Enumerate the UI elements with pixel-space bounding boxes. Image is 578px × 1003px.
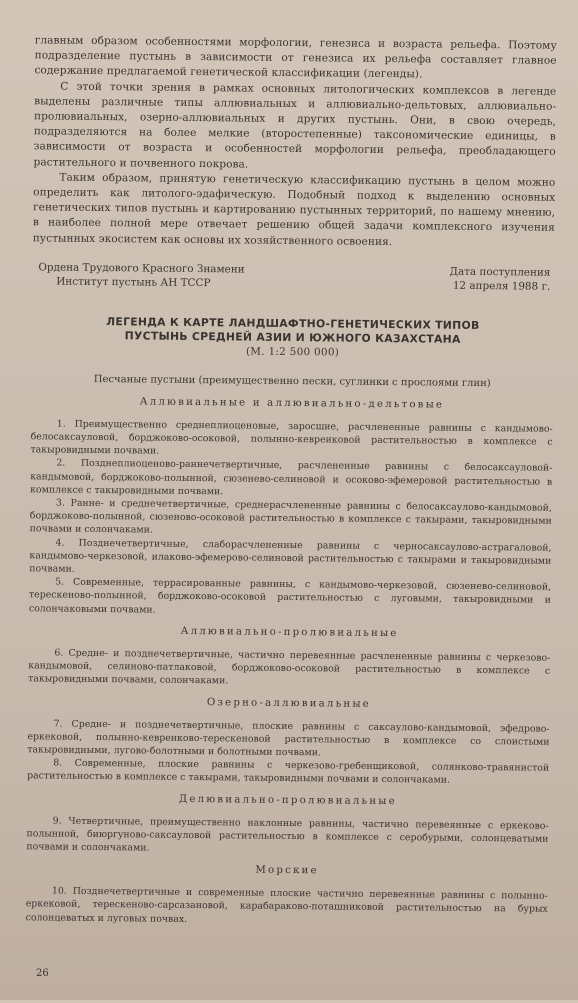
legend-group (29, 394, 553, 621)
intro-paragraph-3: Таким образом, принятую генетическую классификацию пустынь в целом можно определить как литолого-эдафическую. Подобный подход к выделению основных генетических типов пустынь и картированию пустынных территорий, по нашему мнению, в наиболее полной мере отвечает решению общей задачи комплексного изучения пустынных экосистем как основы их хозяйственного освоения. (32, 171, 556, 248)
legend-item: 4. Позднечетвертичные, слаборасчлененные равнины с черносаксаулово-астрагаловой, кандымово-черкезовой, илаково-эфемерово-селиновой растительностью с такырами и такыровидными почвами. (29, 537, 552, 575)
intro-paragraph-2: С этой точки зрения в рамках основных литологических комплексов в легенде выделены различные типы аллювиальных и аллювиально-дельтовых, аллювиально-пролювиальных, озерно-аллювиальных и других пустынь. Они, в свою очередь, подразделяются на более мелкие (второстепенные) таксономические единицы, в зависимости от возраста и особенностей морфологии рельефа, преобладающего растительного и почвенного покрова. (33, 80, 557, 171)
legend-title-line-2: ПУСТЫНЬ СРЕДНЕЙ АЗИИ И ЮЖНОГО КАЗАХСТАНА (124, 329, 461, 346)
page-number: 26 (36, 968, 49, 979)
institution (32, 260, 244, 290)
legend-item: 2. Позднеплиоценово-раннечетвертичные, расчлененные равнины с белосаксауловой-кандымовой, борджоково-полынной, сюзенево-селиновой и осоково-эфемеровой растительностью в комплексе с такыровидными почвами. (30, 458, 553, 498)
legend-item: 6. Средне- и позднечетвертичные, частично перевеянные расчлененные равнины с черкезово-кандымовой, селиново-патлаковой, борджоково-осоковой растительностью в комплексе с такыровидными почвами, солончаками. (28, 647, 551, 687)
received-date-value: 12 апреля 1988 г. (452, 279, 551, 293)
legend-item: 3. Ранне- и среднечетвертичные, среднерасчлененные равнины с белосаксаулово-кандымовой, борджоково-полынной, сюзеново-осоковой растительностью в комплексе с такырами, такыровидными почвами и солончаками. (29, 497, 552, 537)
group-heading: Морские (255, 864, 319, 877)
legend-group (26, 861, 549, 929)
legend-title (31, 314, 553, 361)
legend-scale: (М. 1:2 500 000) (245, 345, 340, 359)
group-heading: Делювиально-пролювиальные (178, 793, 397, 807)
signature-block (32, 260, 554, 293)
institution-line-2: Институт пустынь АН ТССР (56, 275, 211, 290)
group-heading: Аллювиальные и аллювиально-дельтовые (139, 396, 445, 411)
legend-group (28, 623, 551, 691)
legend-item: 9. Четвертичные, преимущественно наклонные равнины, частично перевеянные с еркеково-полынной, биюргуново-саксауловой растительностью в комплексе с серобурыми, солонцеватыми почвами и солончаками. (26, 815, 549, 854)
group-heading: Аллювиально-пролювиальные (180, 625, 399, 640)
legend-item: 1. Преимущественно среднеплиоценовые, заросшие, расчлененные равнины с кандымово-белосаксауловой, борджоково-осоковой, полынно-кевреиковой растительностью в комплексе с такыровидными почвами. (30, 418, 553, 457)
section-heading: Песчаные пустыни (преимущественно пески, суглинки с прослоями глин) (93, 373, 491, 389)
legend-item: 5. Современные, террасированные равнины, с кандымово-черкезовой, сюзенево-селиновой, терескеново-полынной, борджоково-осоковой растительностью с луговыми, такыровидными и солончаковыми почвами. (28, 576, 552, 616)
legend-item: 10. Позднечетвертичные и современные плоские частично перевеянные равнины с полынно-еркековой, терескеново-сарсазановой, карабараково-поташниковой растительностью на бурых солонцеватых и луговых почвах. (25, 885, 548, 925)
legend-title-line-1: ЛЕГЕНДА К КАРТЕ ЛАНДШАФТНО-ГЕНЕТИЧЕСКИХ ТИПОВ (106, 314, 480, 332)
received-date (449, 265, 554, 294)
legend-item: 8. Современные, плоские равнины с черкезово-гребенщиковой, солянково-травянистой растительностью в комплексе с такырами, такыровидными почвами и солончаками. (27, 757, 550, 787)
group-heading: Озерно-аллювиальные (206, 696, 371, 710)
legend-group (26, 791, 549, 859)
legend-groups (26, 394, 554, 929)
legend-item: 7. Средне- и позднечетвертичные, плоские равнины с саксаулово-кандымовой, эфедрово-еркековой, полынно-кевренково-терескеновой растительностью в комплексе со слоистыми такыровидными, лугово-болотными и болотными почвами. (27, 718, 550, 759)
institution-line-1: Ордена Трудового Красного Знамени (38, 261, 245, 276)
received-date-label: Дата поступления (449, 265, 551, 279)
intro-paragraph-1: главным образом особенностями морфологии, генезиса и возраста рельефа. Поэтому подразделение пустынь в зависимости от генезиса их рельефа составляет главное содержание предлагаемой генетической классификации (легенды). (34, 34, 557, 81)
legend-group (27, 694, 550, 788)
